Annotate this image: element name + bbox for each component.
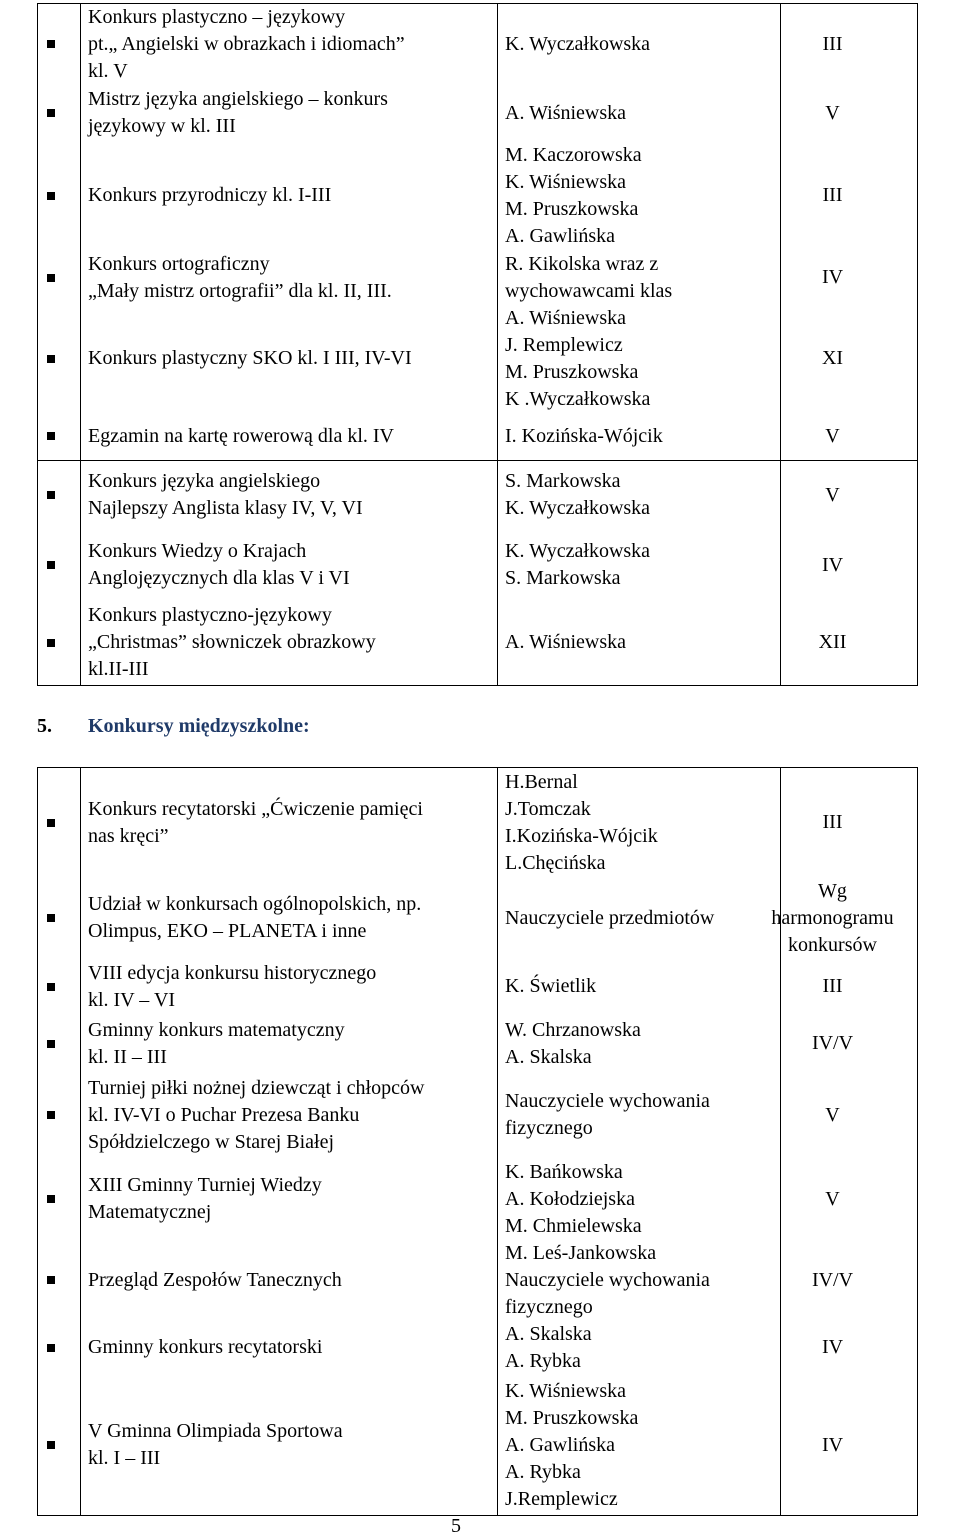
class-cell: V: [825, 1188, 840, 1210]
table-border-vertical: [780, 3, 781, 461]
responsible-person: A. Skalska: [505, 1323, 592, 1345]
responsible-person: M. Pruszkowska: [505, 361, 639, 383]
responsible-person: A. Rybka: [505, 1461, 581, 1483]
activity-title: Mistrz języka angielskiego – konkurs: [88, 88, 388, 110]
activity-title: Anglojęzycznych dla klas V i VI: [88, 567, 350, 589]
bullet-icon: [47, 1441, 55, 1449]
activity-title: kl. I – III: [88, 1447, 161, 1469]
activity-title: Turniej piłki nożnej dziewcząt i chłopców: [88, 1077, 425, 1099]
activity-title: kl.II-III: [88, 658, 149, 680]
responsible-person: A. Skalska: [505, 1046, 592, 1068]
table-border-vertical: [497, 3, 498, 461]
activity-title: V Gminna Olimpiada Sportowa: [88, 1420, 343, 1442]
responsible-person: K. Wyczałkowska: [505, 540, 651, 562]
class-cell: IV: [821, 1434, 844, 1456]
table-border-vertical: [80, 3, 81, 461]
table-border-vertical: [497, 767, 498, 1516]
table-border-horizontal: [37, 1515, 918, 1516]
activity-title: Konkurs języka angielskiego: [88, 470, 321, 492]
activity-title: Konkurs plastyczno-językowy: [88, 604, 332, 626]
class-cell: III: [822, 184, 843, 206]
class-cell: IV: [821, 1336, 844, 1358]
responsible-person: I.Kozińska-Wójcik: [505, 825, 658, 847]
activity-title: Olimpus, EKO – PLANETA i inne: [88, 920, 367, 942]
activity-title: Udział w konkursach ogólnopolskich, np.: [88, 893, 422, 915]
responsible-person: A. Wiśniewska: [505, 631, 627, 653]
responsible-person: Nauczyciele wychowania: [505, 1269, 710, 1291]
bullet-icon: [47, 109, 55, 117]
class-cell: IV/V: [811, 1269, 854, 1291]
class-cell: IV/V: [811, 1032, 854, 1054]
responsible-person: A. Gawlińska: [505, 1434, 615, 1456]
activity-title: językowy w kl. III: [88, 115, 236, 137]
activity-title: Konkurs plastyczny SKO kl. I III, IV-VI: [88, 347, 412, 369]
responsible-person: Nauczyciele wychowania: [505, 1090, 710, 1112]
activity-title: Egzamin na kartę rowerową dla kl. IV: [88, 425, 394, 447]
responsible-person: K. Wyczałkowska: [505, 497, 651, 519]
activity-title: Gminny konkurs matematyczny: [88, 1019, 345, 1041]
responsible-person: A. Kołodziejska: [505, 1188, 635, 1210]
responsible-person: S. Markowska: [505, 470, 621, 492]
responsible-person: K .Wyczałkowska: [505, 388, 651, 410]
activity-title: Konkurs plastyczno – językowy: [88, 6, 346, 28]
class-cell: V: [825, 425, 840, 447]
activity-title: kl. II – III: [88, 1046, 167, 1068]
activity-title: „Christmas” słowniczek obrazkowy: [88, 631, 376, 653]
bullet-icon: [47, 432, 55, 440]
responsible-person: M. Leś-Jankowska: [505, 1242, 657, 1264]
responsible-person: K. Wiśniewska: [505, 171, 627, 193]
responsible-person: J.Remplewicz: [505, 1488, 618, 1510]
bullet-icon: [47, 491, 55, 499]
table-border-vertical: [80, 460, 81, 686]
table-border-vertical: [37, 3, 38, 461]
responsible-person: K. Wiśniewska: [505, 1380, 627, 1402]
table-border-horizontal: [37, 460, 918, 461]
bullet-icon: [47, 561, 55, 569]
bullet-icon: [47, 639, 55, 647]
activity-title: VIII edycja konkursu historycznego: [88, 962, 377, 984]
responsible-person: J. Remplewicz: [505, 334, 623, 356]
table-border-horizontal: [37, 685, 918, 686]
responsible-person: A. Wiśniewska: [505, 307, 627, 329]
responsible-person: fizycznego: [505, 1117, 593, 1139]
responsible-person: wychowawcami klas: [505, 280, 673, 302]
responsible-person: J.Tomczak: [505, 798, 591, 820]
section-heading: [37, 713, 310, 740]
activity-title: Konkurs recytatorski „Ćwiczenie pamięci: [88, 798, 423, 820]
responsible-person: M. Chmielewska: [505, 1215, 642, 1237]
class-cell: III: [822, 975, 843, 997]
table-border-vertical: [80, 767, 81, 1516]
bullet-icon: [47, 983, 55, 991]
responsible-person: fizycznego: [505, 1296, 593, 1318]
responsible-person: M. Kaczorowska: [505, 144, 642, 166]
class-cell: konkursów: [788, 934, 877, 956]
bullet-icon: [47, 192, 55, 200]
class-cell: XI: [821, 347, 844, 369]
responsible-person: A. Rybka: [505, 1350, 581, 1372]
table-border-vertical: [917, 3, 918, 461]
responsible-person: K. Świetlik: [505, 975, 597, 997]
class-cell: IV: [821, 266, 844, 288]
class-cell: III: [822, 811, 843, 833]
class-cell: harmonogramu: [771, 907, 894, 929]
activity-title: Konkurs przyrodniczy kl. I-III: [88, 184, 332, 206]
bullet-icon: [47, 914, 55, 922]
class-cell: IV: [821, 554, 844, 576]
activity-title: kl. IV – VI: [88, 989, 176, 1011]
responsible-person: L.Chęcińska: [505, 852, 606, 874]
responsible-person: K. Bańkowska: [505, 1161, 623, 1183]
activity-title: Matematycznej: [88, 1201, 212, 1223]
activity-title: Spółdzielczego w Starej Białej: [88, 1131, 335, 1153]
responsible-person: I. Kozińska-Wójcik: [505, 425, 663, 447]
activity-title: Konkurs ortograficzny: [88, 253, 270, 275]
responsible-person: S. Markowska: [505, 567, 621, 589]
table-border-vertical: [497, 460, 498, 686]
table-border-horizontal: [37, 767, 918, 768]
bullet-icon: [47, 40, 55, 48]
bullet-icon: [47, 1040, 55, 1048]
activity-title: „Mały mistrz ortografii” dla kl. II, III.: [88, 280, 392, 302]
bullet-icon: [47, 274, 55, 282]
responsible-person: H.Bernal: [505, 771, 578, 793]
class-cell: V: [825, 1104, 840, 1126]
page-number: 5: [451, 1515, 461, 1537]
bullet-icon: [47, 1344, 55, 1352]
activity-title: XIII Gminny Turniej Wiedzy: [88, 1174, 322, 1196]
responsible-person: K. Wyczałkowska: [505, 33, 651, 55]
responsible-person: A. Gawlińska: [505, 225, 615, 247]
responsible-person: Nauczyciele przedmiotów: [505, 907, 715, 929]
class-cell: III: [822, 33, 843, 55]
class-cell: Wg: [818, 880, 847, 902]
activity-title: Konkurs Wiedzy o Krajach: [88, 540, 307, 562]
activity-title: kl. V: [88, 60, 128, 82]
responsible-person: A. Wiśniewska: [505, 102, 627, 124]
activity-title: Przegląd Zespołów Tanecznych: [88, 1269, 342, 1291]
table-border-vertical: [37, 767, 38, 1516]
bullet-icon: [47, 355, 55, 363]
activity-title: nas kręci”: [88, 825, 169, 847]
bullet-icon: [47, 1111, 55, 1119]
activity-title: kl. IV-VI o Puchar Prezesa Banku: [88, 1104, 360, 1126]
activity-title: Gminny konkurs recytatorski: [88, 1336, 323, 1358]
bullet-icon: [47, 1195, 55, 1203]
section-title: Konkursy międzyszkolne:: [88, 715, 310, 737]
class-cell: XII: [818, 631, 847, 653]
responsible-person: M. Pruszkowska: [505, 1407, 639, 1429]
activity-title: pt.„ Angielski w obrazkach i idiomach”: [88, 33, 405, 55]
section-number: 5.: [37, 715, 52, 737]
bullet-icon: [47, 819, 55, 827]
responsible-person: R. Kikolska wraz z: [505, 253, 659, 275]
activity-title: Najlepszy Anglista klasy IV, V, VI: [88, 497, 363, 519]
responsible-person: M. Pruszkowska: [505, 198, 639, 220]
table-border-vertical: [37, 460, 38, 686]
bullet-icon: [47, 1276, 55, 1284]
class-cell: V: [825, 102, 840, 124]
class-cell: V: [825, 484, 840, 506]
responsible-person: W. Chrzanowska: [505, 1019, 641, 1041]
